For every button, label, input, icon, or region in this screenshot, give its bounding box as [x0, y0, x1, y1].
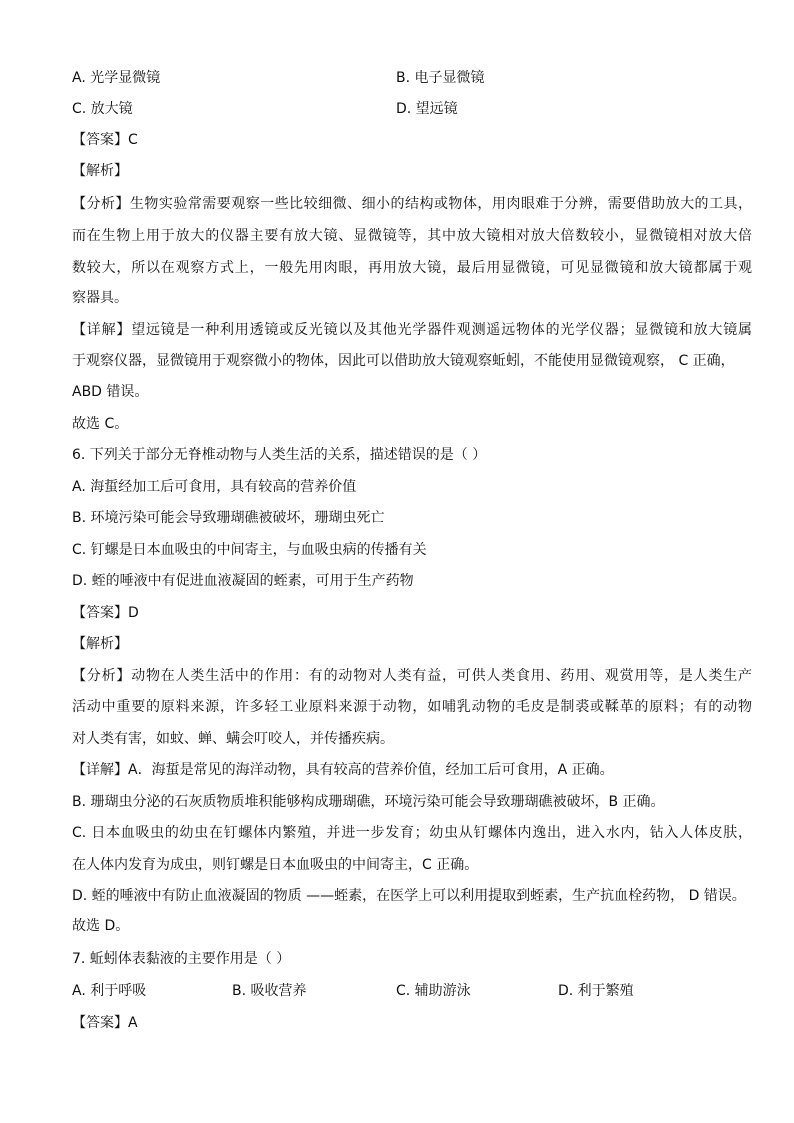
- q6-fenxi-line: 对人类有害，如蚊、蝉、螨会叮咬人，并传播疾病。: [72, 731, 394, 747]
- q7-option-a: A. 利于呼吸: [72, 983, 147, 999]
- q6-fenxi-line: 【分析】动物在人类生活中的作用：有的动物对人类有益，可供人类食用、药用、观赏用等，是人类生产: [72, 668, 752, 684]
- q6-conclusion: 故选 D。: [72, 918, 130, 934]
- q7-answer: 【答案】A: [72, 1015, 138, 1031]
- q5-fenxi-line: 数较大，所以在观察方式上，一般先用肉眼，再用放大镜，最后用显微镜，可见显微镜和放大镜都属于观: [72, 260, 752, 276]
- q6-fenxi-line: 活动中重要的原料来源，许多轻工业原料来源于动物，如哺乳动物的毛皮是制裘或鞣革的原料；有的动物: [72, 699, 752, 715]
- q6-xiangjie-line: D. 蛭的唾液中有防止血液凝固的物质 ——蛭素，在医学上可以利用提取到蛭素，生产抗血栓药物， D 错误。: [72, 888, 746, 904]
- q5-analysis-label: 【解析】: [72, 163, 128, 179]
- q6-stem: 6. 下列关于部分无脊椎动物与人类生活的关系，描述错误的是（ ）: [72, 447, 487, 463]
- q7-option-b: B. 吸收营养: [232, 983, 307, 999]
- q6-xiangjie-line: B. 珊瑚虫分泌的石灰质物质堆积能够构成珊瑚礁，环境污染可能会导致珊瑚礁被破坏，B 正确。: [72, 794, 665, 810]
- q5-fenxi-line: 察器具。: [72, 290, 128, 306]
- q6-option: B. 环境污染可能会导致珊瑚礁被破坏，珊瑚虫死亡: [72, 510, 385, 526]
- q5-option-b: B. 电子显微镜: [396, 70, 485, 86]
- q6-analysis-label: 【解析】: [72, 636, 128, 652]
- q5-option-d: D. 望远镜: [396, 101, 458, 117]
- q6-xiangjie-line: C. 日本血吸虫的幼虫在钉螺体内繁殖，并进一步发育；幼虫从钉螺体内逸出，进入水内，钻入人体皮肤，: [72, 825, 752, 841]
- q6-option: A. 海蜇经加工后可食用，具有较高的营养价值: [72, 479, 357, 495]
- q5-option-c: C. 放大镜: [72, 101, 133, 117]
- q7-option-d: D. 利于繁殖: [558, 983, 634, 999]
- q5-answer: 【答案】C: [72, 132, 138, 148]
- q5-conclusion: 故选 C。: [72, 416, 129, 432]
- q6-xiangjie-line: 在人体内发育为成虫，则钉螺是日本血吸虫的中间寄主，C 正确。: [72, 857, 479, 873]
- q7-stem: 7. 蚯蚓体表黏液的主要作用是（ ）: [72, 951, 291, 967]
- q5-fenxi-line: 【分析】生物实验常需要观察一些比较细微、细小的结构或物体，用肉眼难于分辨，需要借助放大的工具，: [72, 196, 752, 212]
- q5-xiangjie-line: 于观察仪器，显微镜用于观察微小的物体，因此可以借助放大镜观察蚯蚓，不能使用显微镜观察， C 正确，: [72, 353, 735, 369]
- q5-xiangjie-line: 【详解】望远镜是一种利用透镜或反光镜以及其他光学器件观测遥远物体的光学仪器；显微镜和放大镜属: [72, 322, 752, 338]
- q5-xiangjie-line: ABD 错误。: [72, 384, 149, 400]
- q6-option: C. 钉螺是日本血吸虫的中间寄主，与血吸虫病的传播有关: [72, 542, 427, 558]
- q6-option: D. 蛭的唾液中有促进血液凝固的蛭素，可用于生产药物: [72, 573, 414, 589]
- q5-option-a: A. 光学显微镜: [72, 70, 161, 86]
- q5-fenxi-line: 而在生物上用于放大的仪器主要有放大镜、显微镜等，其中放大镜相对放大倍数较小，显微镜相对放大倍: [72, 228, 752, 244]
- q6-xiangjie-line: 【详解】A．海蜇是常见的海洋动物，具有较高的营养价值，经加工后可食用，A 正确。: [72, 762, 614, 778]
- q7-option-c: C. 辅助游泳: [396, 983, 471, 999]
- q6-answer: 【答案】D: [72, 605, 139, 621]
